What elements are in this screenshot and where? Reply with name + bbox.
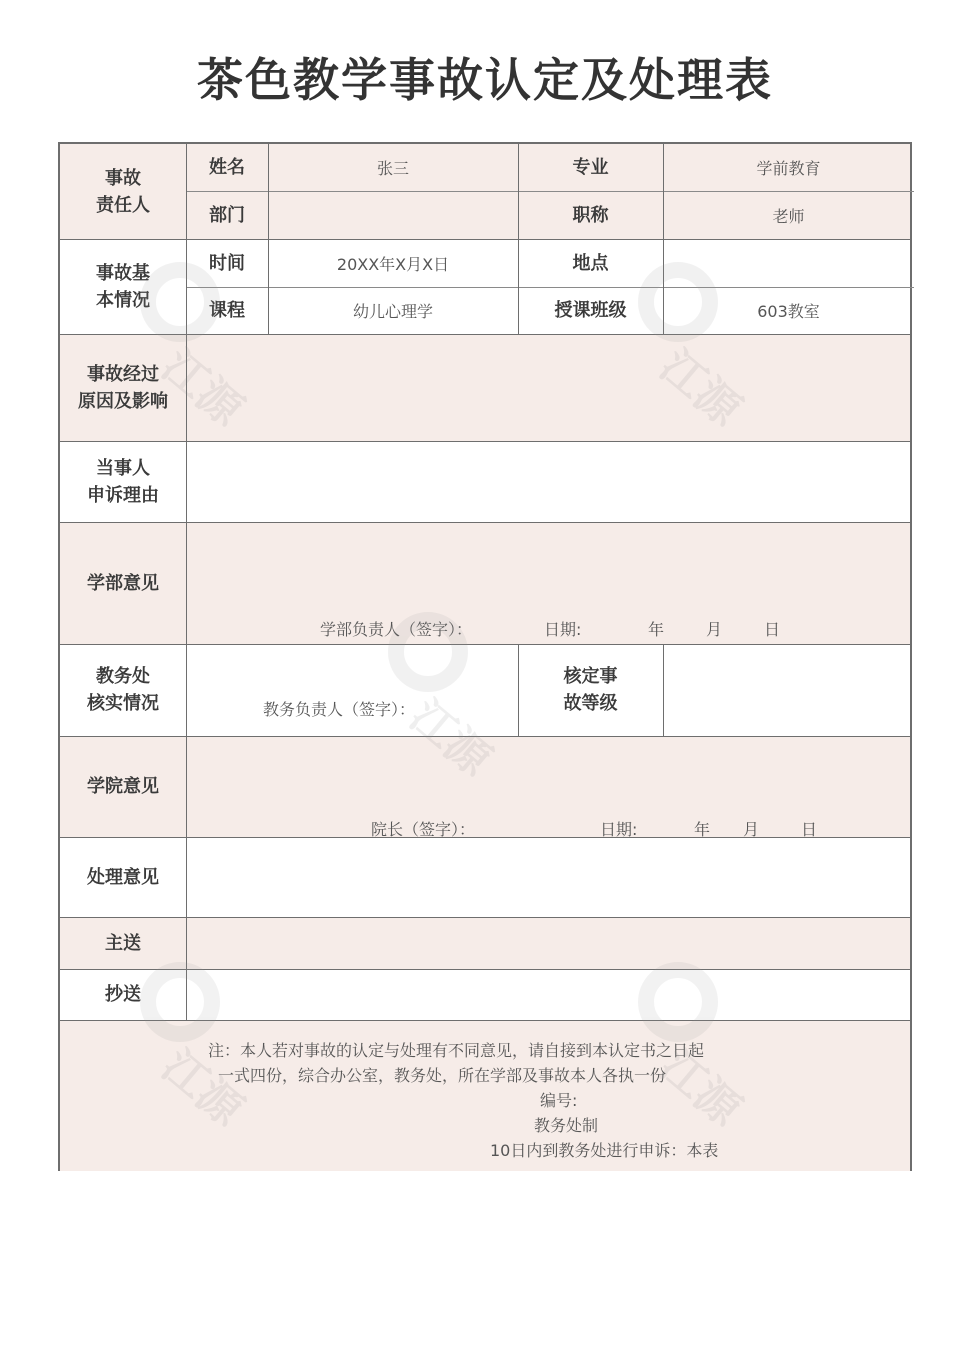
handling-label: 处理意见 — [87, 866, 159, 888]
class-label: 授课班级 — [554, 300, 627, 321]
course-label: 课程 — [209, 300, 245, 321]
accident-form-table — [58, 142, 912, 1171]
note-line-2: 一式四份，综合办公室，教务处，所在学部及事故本人各执一份 — [218, 1066, 667, 1085]
process-field[interactable] — [186, 334, 914, 441]
dept-opinion-label: 学部意见 — [87, 572, 159, 594]
department-label: 部门 — [209, 204, 245, 226]
handling-field[interactable] — [186, 837, 914, 917]
basic-info-label: 事故基 本情况 — [96, 262, 150, 311]
department-field[interactable] — [268, 191, 518, 239]
college-date-label: 日期: — [600, 820, 638, 839]
accident-grade-field[interactable] — [663, 644, 914, 736]
place-label: 地点 — [572, 252, 609, 274]
process-label: 事故经过 原因及影响 — [78, 363, 168, 412]
course-field[interactable]: 幼儿心理学 — [352, 302, 433, 321]
class-field[interactable]: 603教室 — [757, 302, 820, 321]
major-label: 专业 — [572, 157, 609, 178]
note-line-1: 注：本人若对事故的认定与处理有不同意见，请自接到本认定书之日起 — [208, 1041, 705, 1060]
accident-grade-label: 核定事 故等级 — [563, 666, 618, 714]
row-divider — [60, 1020, 910, 1021]
time-label: 时间 — [209, 252, 245, 274]
academic-affairs-label: 教务处 核实情况 — [87, 666, 159, 714]
college-year-label: 年 — [694, 820, 711, 839]
name-field[interactable]: 张三 — [376, 159, 409, 178]
appeal-field[interactable] — [186, 441, 914, 522]
note-line-3: 编号: — [540, 1091, 578, 1110]
appeal-label: 当事人 申诉理由 — [87, 457, 159, 506]
dept-month-label: 月 — [706, 620, 723, 639]
name-label: 姓名 — [209, 157, 245, 178]
dept-year-label: 年 — [648, 620, 665, 639]
note-line-5: 10日内到教务处进行申诉：本表 — [490, 1141, 719, 1160]
job-title-label: 职称 — [572, 204, 609, 226]
job-title-field[interactable]: 老师 — [772, 206, 805, 226]
college-opinion-label: 学院意见 — [87, 776, 159, 797]
send-to-label: 主送 — [105, 932, 141, 954]
place-field[interactable] — [663, 239, 914, 287]
affairs-signer-label: 教务负责人（签字）： — [263, 700, 416, 719]
page-title: 茶色教学事故认定及处理表 — [197, 53, 773, 107]
dept-signer-label: 学部负责人（签字）： — [320, 620, 473, 639]
dept-date-label: 日期: — [544, 620, 582, 639]
copy-to-field[interactable] — [186, 969, 914, 1020]
college-month-label: 月 — [743, 820, 760, 839]
send-to-field[interactable] — [186, 917, 914, 969]
note-line-4: 教务处制 — [534, 1116, 599, 1135]
major-field[interactable]: 学前教育 — [756, 159, 821, 178]
copy-to-label: 抄送 — [105, 984, 141, 1005]
academic-affairs-field[interactable] — [186, 644, 518, 736]
college-day-label: 日 — [801, 820, 818, 839]
dean-signer-label: 院长（签字）： — [371, 820, 476, 839]
responsible-label: 事故 责任人 — [96, 167, 150, 216]
time-field[interactable]: 20XX年X月X日 — [336, 254, 450, 274]
dept-day-label: 日 — [764, 620, 781, 639]
